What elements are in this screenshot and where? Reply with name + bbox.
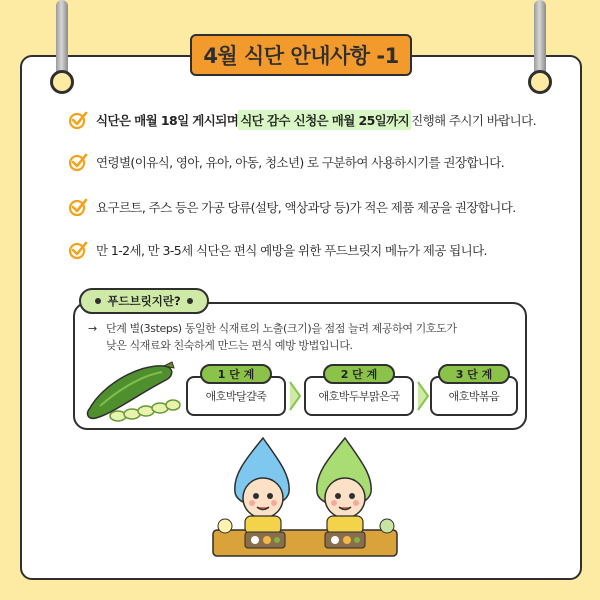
notice-item-3 xyxy=(68,195,516,219)
foodbridge-tag xyxy=(79,288,209,314)
notice-1-post: 진행해 주시기 바랍니다. xyxy=(411,113,536,128)
hanging-ring-left xyxy=(50,70,74,94)
step-1-label xyxy=(200,364,272,384)
description-line-1: 단계 별(3steps) 동일한 식재료의 노출(크기)을 점점 늘려 제공하여 기호도가 xyxy=(106,322,457,335)
foodbridge-tag-label: 푸드브릿지란? xyxy=(107,294,181,308)
chevron-right-icon xyxy=(416,380,430,412)
page-title-text: 4월 식단 안내사항 -1 xyxy=(203,44,399,68)
step-1-menu: 애호박달걀죽 xyxy=(205,390,267,403)
page-title xyxy=(190,34,412,76)
step-2-label xyxy=(323,364,395,384)
kids-eating-illustration xyxy=(205,430,405,570)
step-3-label-text: 3 단 계 xyxy=(455,368,493,381)
step-2-menu: 애호박두부맑은국 xyxy=(318,390,400,403)
step-1-label-text: 1 단 계 xyxy=(217,368,255,381)
notice-4-text: 만 1-2세, 만 3-5세 식단은 편식 예방을 위한 푸드브릿지 메뉴가 제공 됩니다. xyxy=(96,243,487,258)
notice-2-text: 연령별(이유식, 영아, 유아, 아동, 청소년) 로 구분하여 사용하시기를 권장합니다. xyxy=(96,155,505,170)
step-2-label-text: 2 단 계 xyxy=(340,368,378,381)
check-icon xyxy=(68,197,88,217)
hanging-ring-right xyxy=(528,70,552,94)
zucchini-illustration xyxy=(82,356,182,426)
notice-1-pre: 식단은 매월 18일 게시되며 xyxy=(96,113,239,128)
chevron-right-icon xyxy=(288,380,302,412)
hanging-pole-left xyxy=(56,0,68,80)
check-icon xyxy=(68,240,88,260)
step-3-menu: 애호박볶음 xyxy=(448,390,500,403)
hanging-pole-right xyxy=(534,0,546,80)
notice-1-highlight: 식단 감수 신청은 매월 25일까지 xyxy=(238,110,411,130)
notice-3-text: 요구르트, 주스 등은 가공 당류(설탕, 액상과당 등)가 적은 제품 제공을 권장합니다. xyxy=(96,200,516,215)
arrow-icon: → xyxy=(88,322,97,335)
notice-item-4 xyxy=(68,238,487,262)
tag-dot-right xyxy=(187,298,193,304)
foodbridge-description xyxy=(88,320,518,354)
tag-dot-left xyxy=(95,298,101,304)
check-icon xyxy=(68,152,88,172)
check-icon xyxy=(68,110,88,130)
notice-item-2 xyxy=(68,150,504,174)
notice-item-1 xyxy=(68,108,536,132)
description-line-2: 낮은 식재료와 친숙하게 만드는 편식 예방 방법입니다. xyxy=(106,339,353,352)
step-3-label xyxy=(438,364,510,384)
